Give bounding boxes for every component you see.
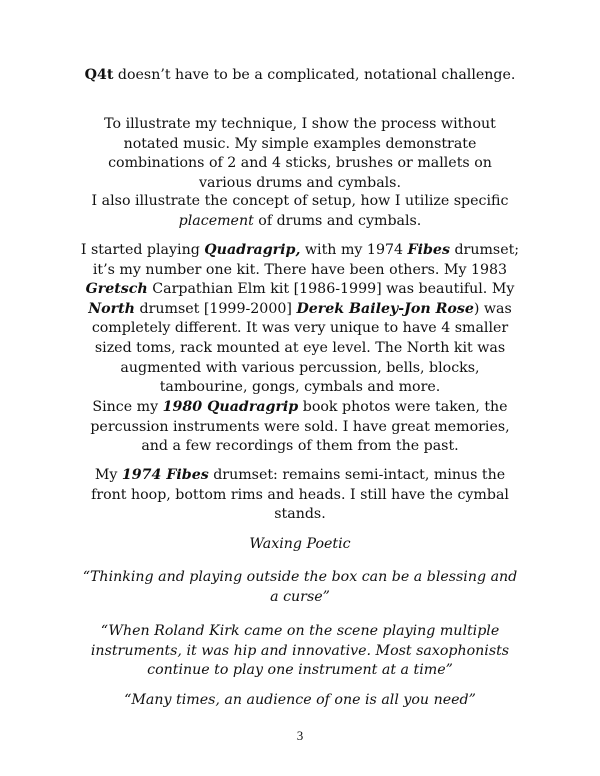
paragraph-book-photos (80, 398, 520, 457)
book-text-b: book photos were taken, the percussion instruments were sold. I have great memories, and a few recordings of them from the past. (90, 399, 510, 455)
derek-bailey-term: Derek Bailey-Jon Rose (296, 300, 474, 317)
quote-outside-box: “Thinking and playing outside the box can be a blessing and a curse” (82, 569, 518, 605)
quote-audience-of-one: “Many times, an audience of one is all you need” (124, 692, 476, 708)
paragraph-fibes-drumset (80, 466, 520, 525)
drumsets-text-b: with my 1974 (300, 242, 408, 258)
quadragrip-book-term: 1980 Quadragrip (162, 399, 299, 415)
quote-roland-kirk: “When Roland Kirk came on the scene playing multiple instruments, it was hip and innovative. Most saxophonists continue to play one instrument at a time” (90, 623, 510, 679)
fibes-term: Fibes (407, 242, 450, 258)
section-heading-waxing-poetic: Waxing Poetic (249, 536, 351, 552)
drumsets-text-a: I started playing (80, 242, 205, 258)
setup-text-a: I also illustrate the concept of setup, how I utilize specific (91, 193, 509, 209)
drumsets-text-e: drumset [1999-2000] (134, 300, 297, 317)
drumsets-text-c: drumset; it’s my number one kit. There have been others. My 1983 (92, 242, 520, 278)
fibes-1974-term: 1974 Fibes (121, 467, 209, 483)
drumsets-text-d: Carpathian Elm kit [1986-1999] was beautiful. My (147, 281, 515, 298)
placement-term: placement (178, 212, 254, 229)
setup-text-b: of drums and cymbals. (253, 212, 422, 229)
paragraph-q4t-text: doesn’t have to be a complicated, notational challenge. (113, 67, 516, 83)
book-text-a: Since my (92, 399, 163, 415)
page-number: 3 (296, 728, 304, 743)
drumsets-text-f: ) was completely different. It was very unique to have 4 smaller sized toms, rack mounted at eye level. The North kit was augmented with various percussion, bells, blocks, tambourine, gongs, cymbals and more. (91, 300, 512, 396)
paragraph-setup (80, 192, 520, 231)
paragraph-drumsets (80, 241, 520, 398)
paragraph-technique: To illustrate my technique, I show the process without notated music. My simple examples demonstrate combinations of 2 and 4 sticks, brushes or mallets on various drums and cymbals. (104, 116, 496, 191)
fibes-text-b: drumset: remains semi-intact, minus the front hoop, bottom rims and heads. I still have the cymbal stands. (91, 467, 509, 523)
north-term: North (88, 300, 135, 317)
quadragrip-term: Quadragrip, (204, 242, 301, 258)
gretsch-term: Gretsch (85, 281, 148, 298)
paragraph-q4t (80, 66, 520, 86)
q4t-term: Q4t (84, 67, 114, 83)
fibes-text-a: My (94, 467, 122, 483)
